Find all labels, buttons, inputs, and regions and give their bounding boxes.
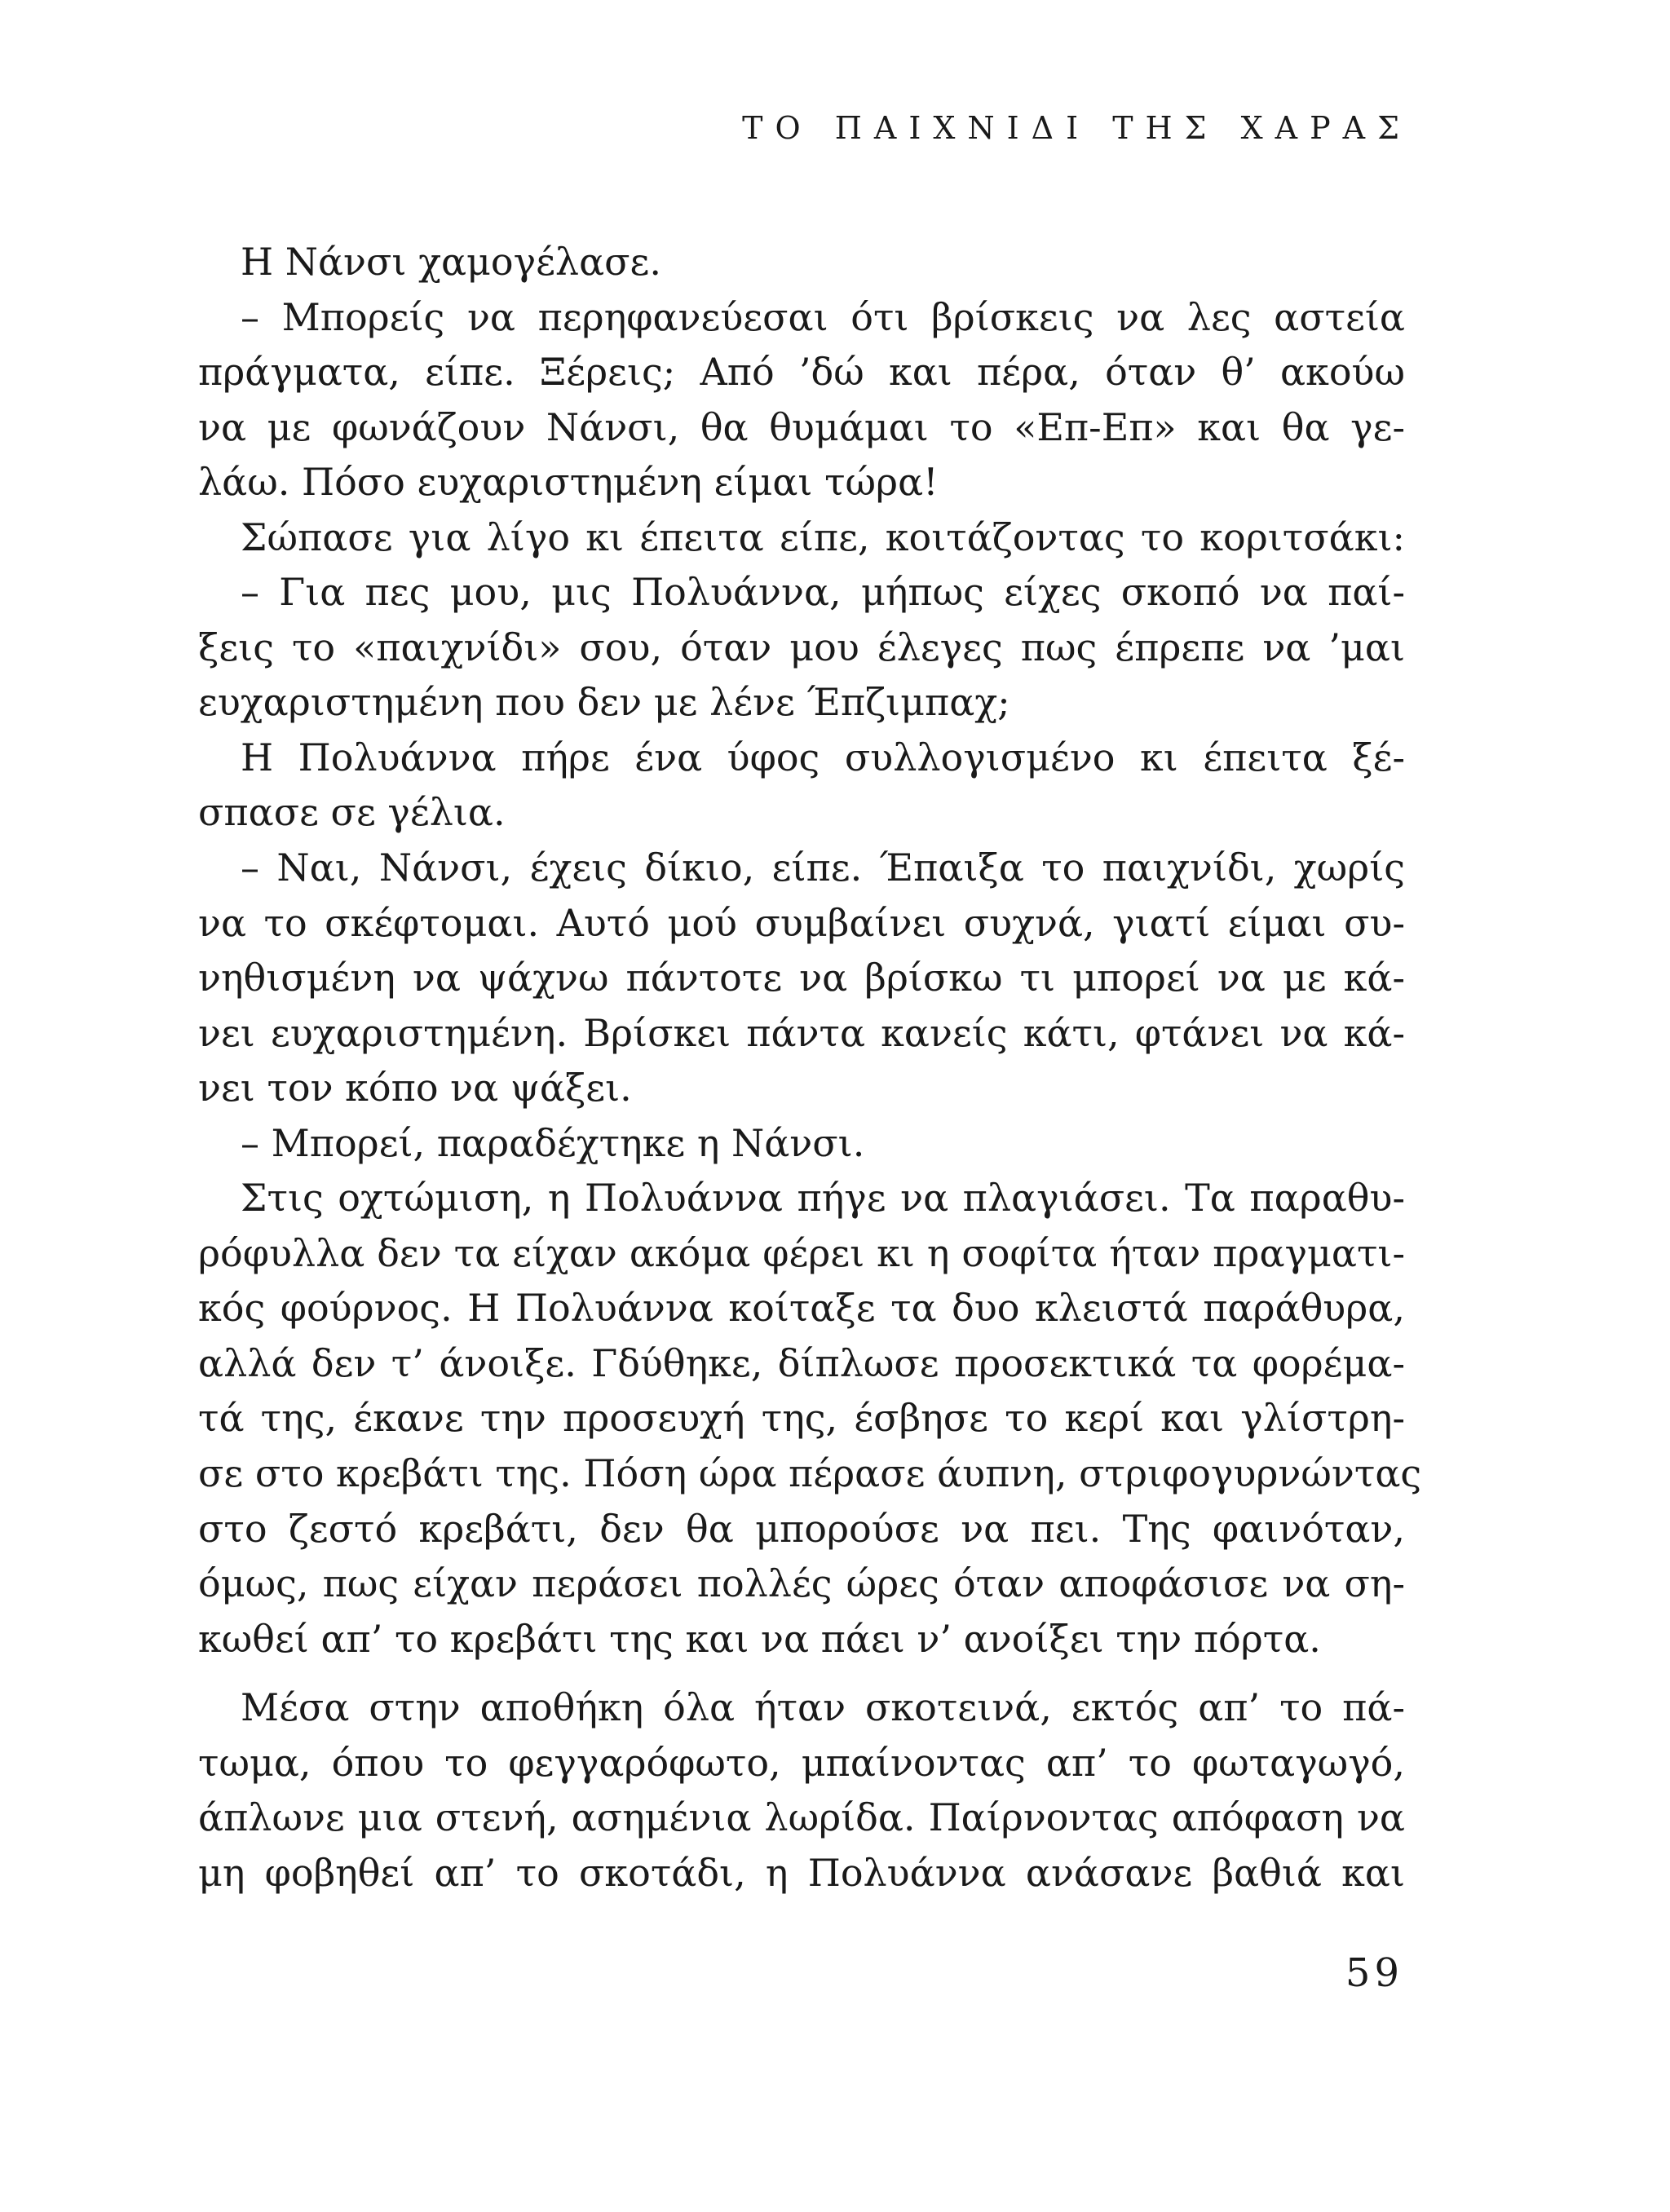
running-head: ΤΟ ΠΑΙΧΝΙΔΙ ΤΗΣ ΧΑΡΑΣ (742, 110, 1412, 146)
text-line: αλλά δεν τ’ άνοιξε. Γδύθηκε, δίπλωσε προσεκτικά τα φορέμα- (198, 1340, 1405, 1385)
text-line: Η Νάνσι χαμογέλασε. (241, 240, 661, 284)
text-line: Μέσα στην αποθήκη όλα ήταν σκοτεινά, εκτός απ’ το πά- (241, 1685, 1405, 1730)
text-line: να με φωνάζουν Νάνσι, θα θυμάμαι το «Επ-Επ» και θα γε- (198, 404, 1405, 449)
text-line: πράγματα, είπε. Ξέρεις; Από ’δώ και πέρα, όταν θ’ ακούω (198, 350, 1405, 395)
text-line: Στις οχτώμιση, η Πολυάννα πήγε να πλαγιάσει. Τα παραθυ- (241, 1176, 1405, 1221)
text-line: ξεις το «παιχνίδι» σου, όταν μου έλεγες πως έπρεπε να ’μαι (198, 625, 1405, 669)
text-line: – Για πες μου, μις Πολυάννα, μήπως είχες σκοπό να παί- (241, 570, 1405, 615)
text-line: άπλωνε μια στενή, ασημένια λωρίδα. Παίρνοντας απόφαση να (198, 1795, 1405, 1840)
text-line: – Μπορείς να περηφανεύεσαι ότι βρίσκεις να λες αστεία (241, 294, 1405, 339)
text-line: κωθεί απ’ το κρεβάτι της και να πάει ν’ ανοίξει την πόρτα. (198, 1616, 1321, 1661)
text-line: στο ζεστό κρεβάτι, δεν θα μπορούσε να πει. Της φαινόταν, (198, 1506, 1405, 1551)
text-line: μη φοβηθεί απ’ το σκοτάδι, η Πολυάννα ανάσανε βαθιά και (198, 1850, 1405, 1895)
paragraph-gap (198, 1667, 1405, 1680)
text-line: – Μπορεί, παραδέχτηκε η Νάνσι. (241, 1120, 865, 1165)
text-line: νει τον κόπο να ψάξει. (198, 1066, 632, 1110)
text-line: νει ευχαριστημένη. Βρίσκει πάντα κανείς κάτι, φτάνει να κά- (198, 1010, 1405, 1055)
page-number: 59 (1345, 1950, 1403, 1996)
text-line: νηθισμένη να ψάχνω πάντοτε να βρίσκω τι μπορεί να με κά- (198, 956, 1405, 1000)
text-line: ευχαριστημένη που δεν με λένε Έπζιμπαχ; (198, 680, 1010, 725)
text-line: – Ναι, Νάνσι, έχεις δίκιο, είπε. Έπαιξα το παιχνίδι, χωρίς (241, 846, 1405, 890)
text-line: κός φούρνος. Η Πολυάννα κοίταξε τα δυο κλειστά παράθυρα, (198, 1286, 1405, 1331)
text-line: σπασε σε γέλια. (198, 790, 506, 835)
text-line: όμως, πως είχαν περάσει πολλές ώρες όταν αποφάσισε να ση- (198, 1561, 1405, 1606)
text-line: Η Πολυάννα πήρε ένα ύφος συλλογισμένο κι έπειτα ξέ- (241, 735, 1405, 779)
text-line: τωμα, όπου το φεγγαρόφωτο, μπαίνοντας απ’ το φωταγωγό, (198, 1740, 1405, 1785)
text-line: Σώπασε για λίγο κι έπειτα είπε, κοιτάζοντας το κοριτσάκι: (241, 514, 1405, 559)
text-line: να το σκέφτομαι. Αυτό μού συμβαίνει συχνά, γιατί είμαι συ- (198, 900, 1405, 945)
text-line: ρόφυλλα δεν τα είχαν ακόμα φέρει κι η σοφίτα ήταν πραγματι- (198, 1230, 1405, 1275)
text-line: λάω. Πόσο ευχαριστημένη είμαι τώρα! (198, 460, 939, 505)
body-text (198, 235, 1422, 1901)
text-line: σε στο κρεβάτι της. Πόση ώρα πέρασε άυπνη, στριφογυρνώντας (198, 1451, 1422, 1496)
text-line: τά της, έκανε την προσευχή της, έσβησε το κερί και γλίστρη- (198, 1396, 1405, 1441)
